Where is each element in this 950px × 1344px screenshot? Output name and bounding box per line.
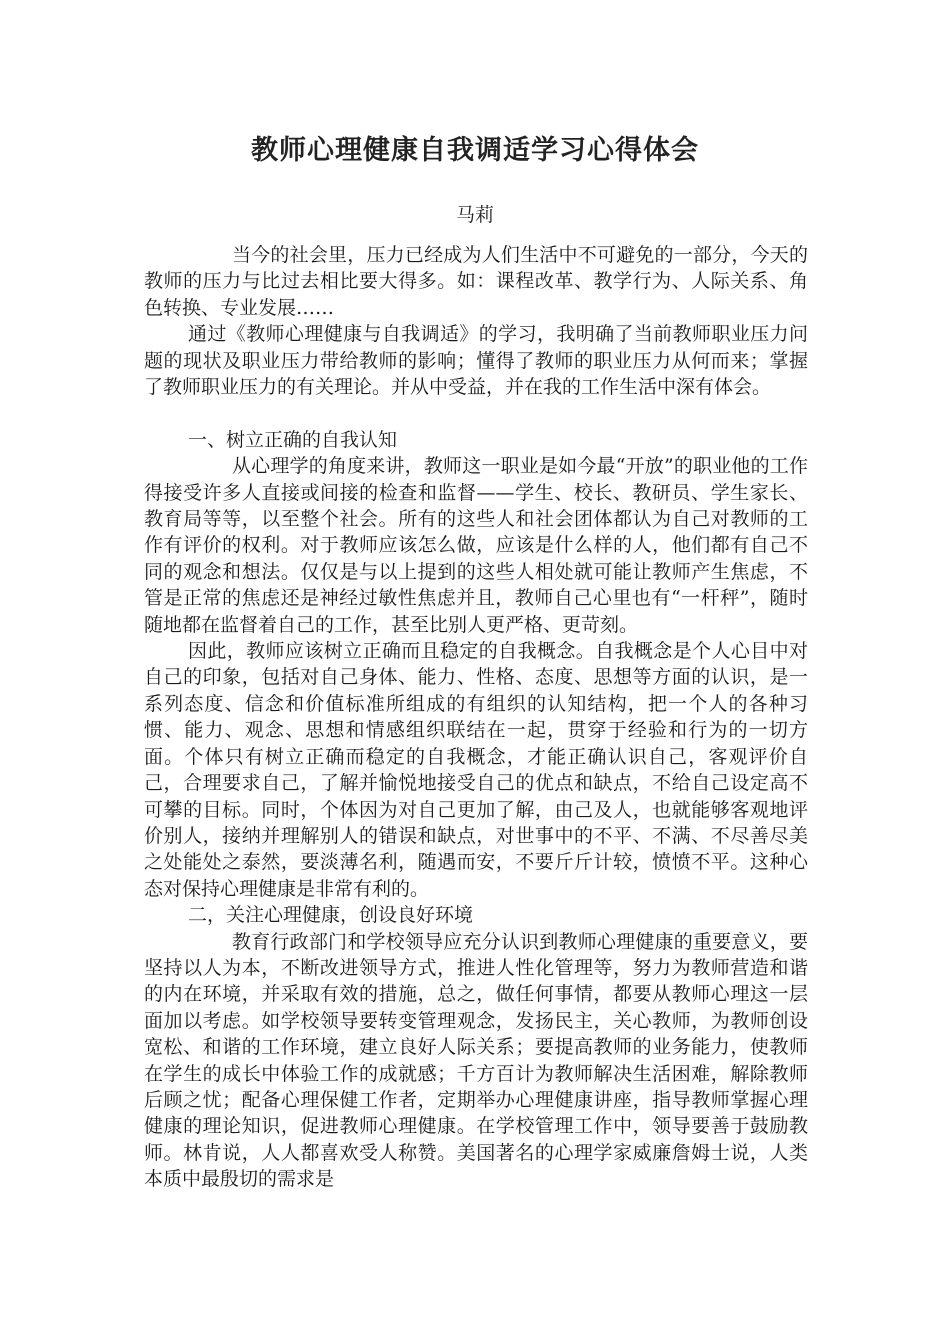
blank-line — [144, 400, 808, 426]
section-heading-1: 一、树立正确的自我认知 — [188, 428, 398, 451]
author-name: 马莉 — [455, 204, 494, 226]
paragraph-section1-b: 因此，教师应该树立正确而且稳定的自我概念。自我概念是个人心目中对自己的印象，包括对自己身体、能力、性格、态度、思想等方面的认识，是一系列态度、信念和价值标准所组成的有组织的认知结构，把一个人的各种习惯、能力、观念、思想和情感组织联结在一起，贯穿于经验和行为的一切方面。个体只有树立正确而稳定的自我概念，才能正确认识自己，客观评价自己，合理要求自己，了解并愉悦地接受自己的优点和缺点，不给自己设定高不可攀的目标。同时，个体因为对自己更加了解，由己及人，也就能够客观地评价别人，接纳并理解别人的错误和缺点，对世事中的不平、不满、不尽善尽美之处能处之泰然，要淡薄名利，随遇而安，不要斤斤计较，愤愤不平。这种心态对保持心理健康是非常有利的。 — [144, 640, 808, 900]
paragraph-section1-a: 从心理学的角度来讲，教师这一职业是如今最“开放”的职业他的工作得接受许多人直接或间接的检查和监督——学生、校长、教研员、学生家长、教育局等等，以至整个社会。所有的这些人和社会团体都认为自己对教师的工作有评价的权利。对于教师应该怎么做，应该是什么样的人，他们都有自己不同的观念和想法。仅仅是与以上提到的这些人相处就可能让教师产生焦虑，不管是正常的焦虑还是神经过敏性焦虑并且，教师自己心里也有“一杆秤”，随时随地都在监督着自己的工作，甚至比别人更严格、更苛刻。 — [144, 455, 808, 636]
document-body — [144, 242, 808, 1193]
document-title: 教师心理健康自我调适学习心得体会 — [251, 135, 699, 166]
paragraph-section2-a: 教育行政部门和学校领导应充分认识到教师心理健康的重要意义，要坚持以人为本，不断改进领导方式，推进人性化管理等，努力为教师营造和谐的内在环境，并采取有效的措施，总之，做任何事情，都要从教师心理这一层面加以考虑。如学校领导要转变管理观念，发扬民主，关心教师，为教师创设宽松、和谐的工作环境，建立良好人际关系；要提高教师的业务能力，使教师在学生的成长中体验工作的成就感；千方百计为教师解决生活困难，解除教师后顾之忧；配备心理保健工作者，定期举办心理健康讲座，指导教师掌握心理健康的理论知识，促进教师心理健康。在学校管理工作中，领导要善于鼓励教师。林肯说，人人都喜欢受人称赞。美国著名的心理学家威廉詹姆士说，人类本质中最殷切的需求是 — [144, 930, 808, 1191]
paragraph-intro: 当今的社会里，压力已经成为人们生活中不可避免的一部分，今天的教师的压力与比过去相比要大得多。如：课程改革、教学行为、人际关系、角色转换、专业发展…… — [144, 244, 808, 319]
section-heading-2: 二，关注心理健康，创设良好环境 — [188, 904, 474, 927]
paragraph-study: 通过《教师心理健康与自我调适》的学习，我明确了当前教师职业压力问题的现状及职业压力带给教师的影响；懂得了教师的职业压力从何而来；掌握了教师职业压力的有关理论。并从中受益，并在我的工作生活中深有体会。 — [144, 323, 808, 399]
